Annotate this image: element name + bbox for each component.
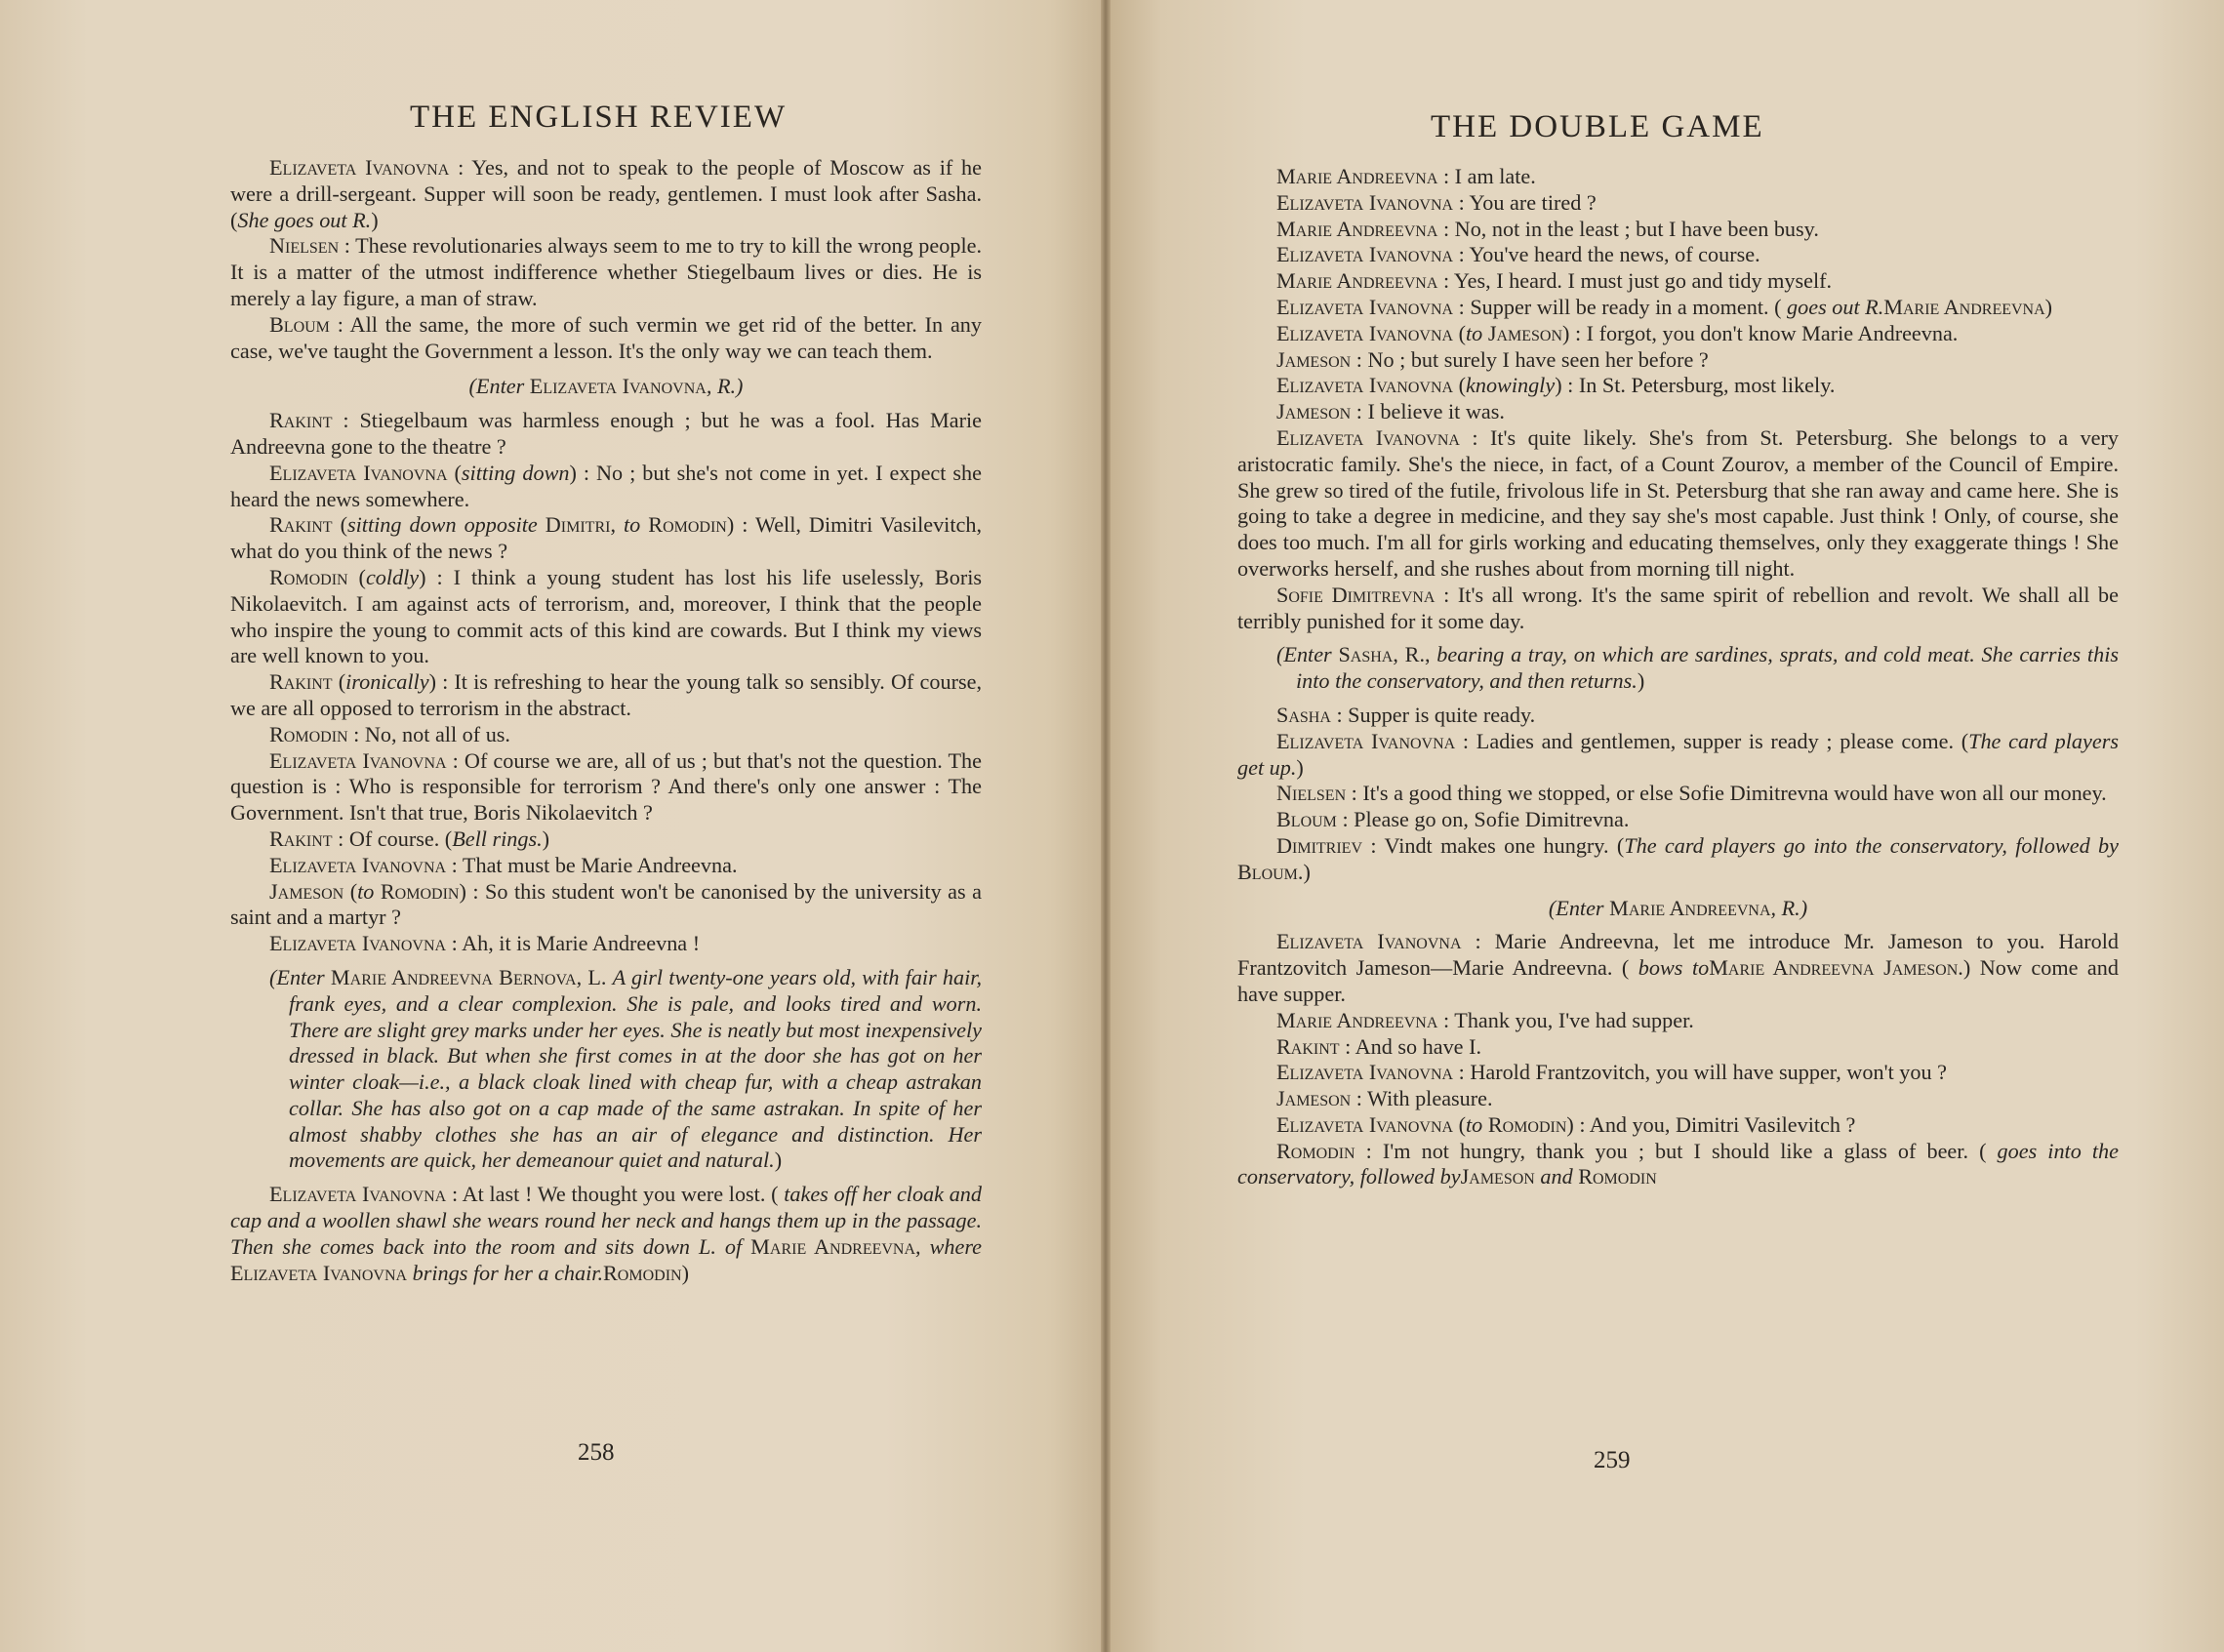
running-head: THE DOUBLE GAME [1431, 109, 1764, 144]
dialogue-line: Dimitriev : Vindt makes one hungry. (The card players go into the conservatory, followed by Bloum.) [1237, 832, 2119, 884]
dialogue-line: Nielsen : It's a good thing we stopped, or else Sofie Dimitrevna would have won all our money. [1276, 781, 2107, 806]
dialogue-line: Elizaveta Ivanovna : You've heard the news, of course. [1276, 242, 1760, 267]
dialogue-line: Marie Andreevna : No, not in the least ; but I have been busy. [1276, 216, 1819, 241]
dialogue-line: Elizaveta Ivanovna : You are tired ? [1276, 189, 1597, 215]
dialogue-line: Elizaveta Ivanovna : Harold Frantzovitch, you will have supper, won't you ? [1276, 1060, 1947, 1085]
page-number: 259 [1594, 1447, 1631, 1473]
dialogue-line: Marie Andreevna : Thank you, I've had supper. [1276, 1007, 1694, 1032]
stage-direction: (Enter Sasha, R., bearing a tray, on which are sardines, sprats, and cold meat. She carries this into the conservatory, and then returns.) [1276, 642, 2119, 694]
page-text [230, 155, 982, 1286]
dialogue-line: Rakint (sitting down opposite Dimitri, to Romodin) : Well, Dimitri Vasilevitch, what do you think of the news ? [230, 512, 982, 564]
dialogue-line: Elizaveta Ivanovna : Of course we are, all of us ; but that's not the question. The question is : Who is responsible for terrorism ? And there's only one answer : The Government. Isn't that true, Boris Nikolaevitch ? [230, 747, 982, 826]
dialogue-line: Rakint (ironically) : It is refreshing to hear the young talk so sensibly. Of course, we are all opposed to terrorism in the abstract. [230, 669, 983, 720]
dialogue-line: Rakint : And so have I. [1276, 1033, 1482, 1059]
book-gutter [1101, 0, 1111, 1652]
dialogue-line: Elizaveta Ivanovna : Ah, it is Marie Andreevna ! [269, 931, 701, 956]
right-page [1106, 0, 2224, 1652]
dialogue-line: Elizaveta Ivanovna : That must be Marie Andreevna. [269, 852, 738, 877]
dialogue-line: Elizaveta Ivanovna : Supper will be ready in a moment. ( goes out R.Marie Andreevna) [1276, 294, 2053, 319]
dialogue-line: Elizaveta Ivanovna : Marie Andreevna, let me introduce Mr. Jameson to you. Harold Frantzovitch Jameson—Marie Andreevna. ( bows toMarie Andreevna Jameson.) Now come and have supper. [1237, 929, 2119, 1006]
dialogue-line: Marie Andreevna : Yes, I heard. I must just go and tidy myself. [1276, 268, 1833, 294]
dialogue-line: Bloum : Please go on, Sofie Dimitrevna. [1276, 807, 1630, 832]
dialogue-line: Sofie Dimitrevna : It's all wrong. It's the same spirit of rebellion and revolt. We shall all be terribly punished for it some day. [1237, 582, 2119, 633]
dialogue-line: Elizaveta Ivanovna : Ladies and gentlemen, supper is ready ; please come. (The card players get up.) [1237, 728, 2119, 780]
dialogue-line: Elizaveta Ivanovna (to Jameson) : I forgot, you don't know Marie Andreevna. [1276, 320, 1959, 345]
running-head: THE ENGLISH REVIEW [410, 100, 788, 135]
stage-direction: (Enter Marie Andreevna, R.) [1548, 895, 1808, 920]
dialogue-line: Elizaveta Ivanovna : At last ! We thought you were lost. ( takes off her cloak and cap and a woollen shawl she wears round her neck and hangs them up in the passage. Then she comes back into the room and sits down L. of Marie Andreevna, where Elizaveta Ivanovna brings for her a chair.Romodin) [230, 1182, 982, 1285]
left-page [0, 0, 1106, 1652]
dialogue-line: Jameson : With pleasure. [1276, 1086, 1493, 1111]
dialogue-line: Marie Andreevna : I am late. [1276, 164, 1536, 188]
dialogue-line: Romodin : I'm not hungry, thank you ; but I should like a glass of beer. ( goes into the conservatory, followed byJameson and Romodin [1237, 1138, 2119, 1189]
dialogue-line: Rakint : Of course. (Bell rings.) [269, 826, 550, 851]
dialogue-line: Elizaveta Ivanovna (sitting down) : No ; but she's not come in yet. I expect she heard the news somewhere. [230, 460, 982, 511]
dialogue-line: Elizaveta Ivanovna : Yes, and not to speak to the people of Moscow as if he were a drill-sergeant. Supper will soon be ready, gentlemen. I must look after Sasha. (She goes out R.) [230, 155, 982, 232]
dialogue-line: Rakint : Stiegelbaum was harmless enough ; but he was a fool. Has Marie Andreevna gone to the theatre ? [230, 408, 982, 459]
dialogue-line: Elizaveta Ivanovna (knowingly) : In St. Petersburg, most likely. [1276, 373, 1836, 398]
dialogue-line: Elizaveta Ivanovna (to Romodin) : And you, Dimitri Vasilevitch ? [1276, 1111, 1856, 1137]
dialogue-line: Nielsen : These revolutionaries always seem to me to try to kill the wrong people. It is a matter of the utmost indifference whether Stiegelbaum lives or dies. He is merely a lay figure, a man of straw. [230, 233, 982, 310]
dialogue-line: Jameson : No ; but surely I have seen her before ? [1276, 346, 1709, 372]
dialogue-line: Jameson : I believe it was. [1276, 399, 1505, 424]
dialogue-line: Bloum : All the same, the more of such vermin we get rid of the better. In any case, we've taught the Government a lesson. It's the only way we can teach them. [230, 311, 982, 363]
dialogue-line: Romodin : No, not all of us. [269, 721, 510, 746]
page-number: 258 [578, 1439, 615, 1466]
dialogue-line: Jameson (to Romodin) : So this student won't be canonised by the university as a saint and a martyr ? [230, 878, 983, 930]
page-text [1237, 164, 2119, 1190]
stage-direction: (Enter Elizaveta Ivanovna, R.) [468, 374, 744, 399]
stage-direction: (Enter Marie Andreevna Bernova, L. A girl twenty-one years old, with fair hair, frank eyes, and a clear complexion. She is pale, and looks tired and worn. There are slight grey marks under her eyes. She is neatly but most inexpensively dressed in black. But when she first comes in at the door she has got on her winter cloak—i.e., a black cloak lined with cheap fur, with a cheap astrakan collar. She has also got on a cap made of the same astrakan. In spite of her almost shabby clothes she has an air of elegance and distinction. Her movements are quick, her demeanour quiet and natural.) [269, 964, 983, 1173]
dialogue-line: Elizaveta Ivanovna : It's quite likely. She's from St. Petersburg. She belongs to a very aristocratic family. She's the niece, in fact, of a Count Zourov, a member of the Council of Empire. She grew so tired of the futile, frivolous life in St. Petersburg that she ran away and came here. She is going to take a degree in medicine, and they say she's most capable. Just think ! Only, of course, she does too much. I'm all for girls working and educating themselves, only they exaggerate things ! She overworks herself, and she rushes about from morning till night. [1237, 424, 2119, 581]
dialogue-line: Sasha : Supper is quite ready. [1276, 702, 1536, 727]
dialogue-line: Romodin (coldly) : I think a young student has lost his life uselessly, Boris Nikolaevitch. I am against acts of terrorism, and, moreover, I think that the people who inspire the young to commit acts of this kind are cowards. But I think my views are well known to you. [230, 564, 983, 668]
